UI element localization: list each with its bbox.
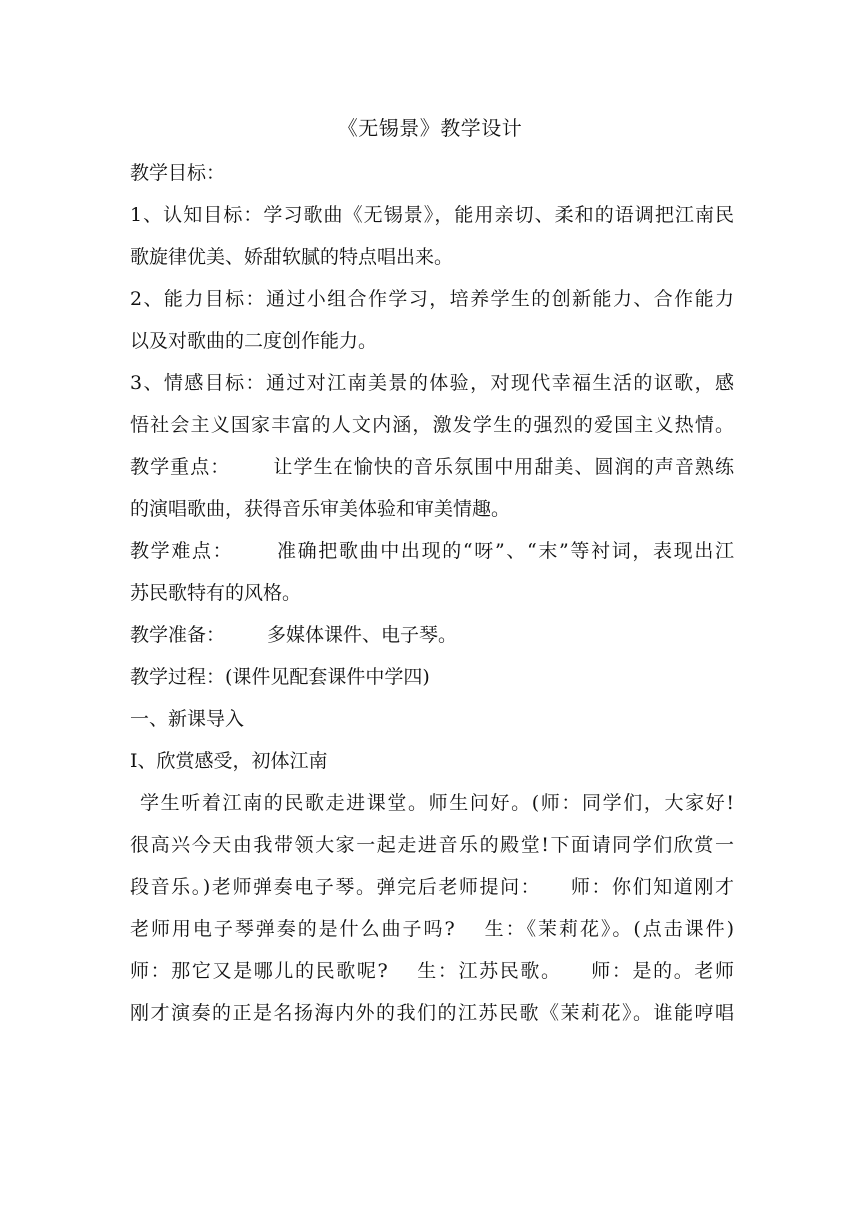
difficulties-line-1 [130,535,734,577]
paragraph-line-5-part-b: 生：江苏民歌。 [415,960,562,982]
paragraph-line-4-part-b: 生：《茉莉花》。(点击课件) [482,918,734,940]
document-title: 《无锡景》教学设计 [337,116,523,140]
objective-2-line-1: 2、能力目标：通过小组合作学习，培养学生的创新能力、合作能力 [130,288,734,310]
paragraph-line-5-part-c: 师：是的。老师 [589,960,734,982]
paragraph-line-3 [130,871,734,913]
paragraph-line-6: 刚才演奏的正是名扬海内外的我们的江苏民歌《茉莉花》。谁能哼唱 [130,1002,734,1024]
preparation-line [130,619,734,661]
objective-1-line-1: 1、认知目标：学习歌曲《无锡景》，能用亲切、柔和的语调把江南民 [130,204,734,226]
objective-3-line-1: 3、情感目标：通过对江南美景的体验，对现代幸福生活的讴歌，感 [130,372,734,394]
objective-1-line-2: 歌旋律优美、娇甜软腻的特点唱出来。 [130,246,454,268]
key-points-line-1 [130,451,734,493]
subsection-1-heading: Ⅰ、欣赏感受，初体江南 [130,750,328,772]
difficulties-label: 教学难点： [130,540,234,562]
difficulties-line-2: 苏民歌特有的风格。 [130,582,302,604]
process-line: 教学过程：(课件见配套课件中学四) [130,666,430,688]
paragraph-line-2: 很高兴今天由我带领大家一起走进音乐的殿堂!下面请同学们欣赏一 [130,834,734,856]
preparation-text: 多媒体课件、电子琴。 [267,624,458,646]
key-points-text: 让学生在愉快的音乐氛围中用甜美、圆润的声音熟练 [272,456,734,478]
difficulties-text: 准确把歌曲中出现的“呀”、“末”等衬词，表现出江 [275,540,734,562]
paragraph-line-5-part-a: 师：那它又是哪儿的民歌呢? [130,960,388,982]
paragraph-line-1: 学生听着江南的民歌走进课堂。师生问好。(师：同学们，大家好! [140,792,734,814]
paragraph-line-3-part-a: 段音乐。)老师弹奏电子琴。弹完后老师提问： [130,876,542,898]
paragraph-line-4-part-a: 老师用电子琴弹奏的是什么曲子吗? [130,918,455,940]
paragraph-line-4 [130,913,734,955]
paragraph-line-5 [130,955,734,997]
objective-3-line-2: 悟社会主义国家丰富的人文内涵，激发学生的强烈的爱国主义热情。 [130,414,734,436]
document-body [130,157,734,1039]
paragraph-line-3-part-b: 师：你们知道刚才 [569,876,734,898]
section-1-heading: 一、新课导入 [130,708,245,730]
key-points-label: 教学重点： [130,456,231,478]
key-points-line-2: 的演唱歌曲，获得音乐审美体验和审美情趣。 [130,498,511,520]
objectives-heading: 教学目标： [130,162,226,184]
preparation-label: 教学准备： [130,624,226,646]
objective-2-line-2: 以及对歌曲的二度创作能力。 [130,330,378,352]
